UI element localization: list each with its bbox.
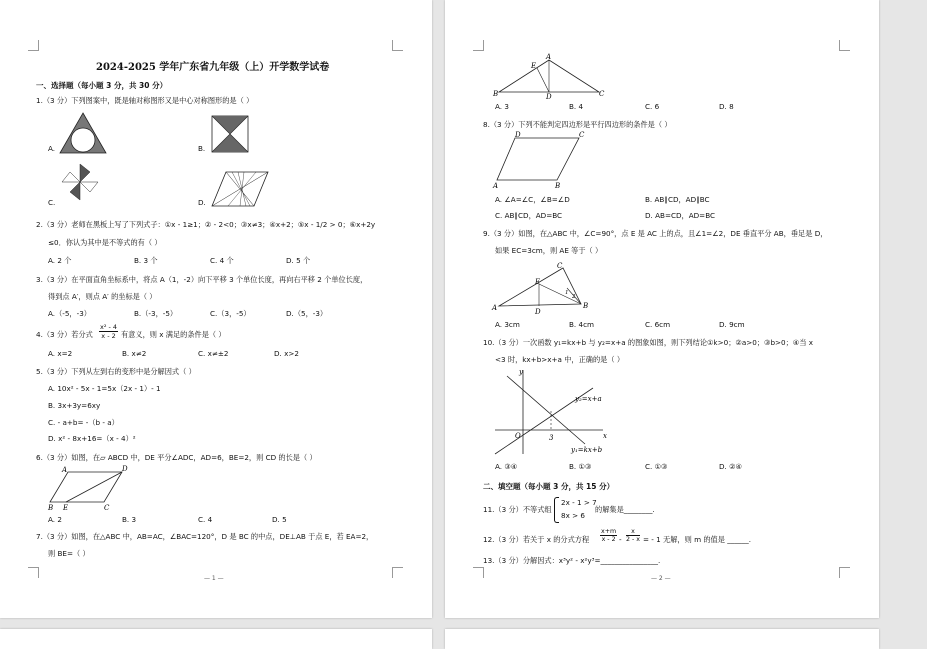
question-12-stem: 12.（3 分）若关于 x 的分式方程 [483,535,590,544]
q7-option-a: A. 3 [495,102,509,111]
q8-label-a: A [493,182,499,190]
q12-fraction-1-numerator: x+m [601,528,617,535]
question-3-line-1: 3.（3 分）在平面直角坐标系中，将点 A（1，-2）向下平移 3 个单位长度，再向右平移 2 个单位长度， [36,275,368,284]
q9-label-angle-1: 1 [565,290,569,296]
q1-figure-d-parallelogram [212,172,268,206]
question-13-stem: 13.（3 分）分解因式：x³y² - x²y³=________________. [483,556,661,565]
q6-label-e: E [63,504,69,512]
q6-option-a: A. 2 [48,515,62,524]
q7-label-c: C [599,90,605,98]
question-1-stem: 1.（3 分）下列图案中，既是轴对称图形又是中心对称图形的是（ ） [36,96,254,105]
question-11-tail: 的解集是________. [595,505,655,514]
q12-fraction-2 [626,528,640,543]
q7-option-c: C. 6 [645,102,660,111]
q10-label-origin: O [515,432,521,440]
q9-label-a: A [492,304,498,312]
q11-system-line-1: 2x - 1 > 7 [561,498,597,507]
q12-fraction-1 [600,528,617,543]
q6-option-b: B. 3 [122,515,137,524]
q5-option-b: B. 3x+3y=6xy [48,401,101,410]
q6-option-c: C. 4 [198,515,213,524]
crop-mark [839,40,850,51]
q2-option-b: B. 3 个 [134,256,158,265]
q6-option-d: D. 5 [272,515,287,524]
q9-option-c: C. 6cm [645,320,671,329]
q7-label-a: A [546,53,552,61]
q8-label-b: B [555,182,561,190]
q10-label-y: y [519,368,523,376]
q10-option-d: D. ②④ [719,462,742,471]
q6-label-d: D [122,465,128,473]
crop-mark [392,40,403,51]
question-8-stem: 8.（3 分）下列不能判定四边形是平行四边形的条件是（ ） [483,120,672,129]
q9-triangle-figure [492,260,591,316]
q6-label-c: C [104,504,110,512]
q10-label-three: 3 [549,434,554,442]
q11-system-brace [554,497,559,523]
q9-label-c: C [557,262,563,270]
q10-option-a: A. ③④ [495,462,518,471]
q10-label-y2: y₂=x+a [575,395,602,403]
crop-mark [473,40,484,51]
q10-label-y1: y₁=kx+b [571,446,603,454]
q9-option-b: B. 4cm [569,320,595,329]
q7-triangle-figure [493,52,605,101]
q9-option-d: D. 9cm [719,320,745,329]
question-12-tail: = - 1 无解，则 m 的值是 ______. [643,535,752,544]
q7-option-b: B. 4 [569,102,584,111]
q8-label-c: C [579,131,585,139]
question-11-stem: 11.（3 分）不等式组 [483,505,552,514]
q3-option-d: D.（5，-3） [286,309,328,318]
exam-title: 2024-2025 学年广东省九年级（上）开学数学试卷 [96,62,330,73]
q10-label-x: x [603,432,607,440]
question-9-line-1: 9.（3 分）如图，在△ABC 中，∠C=90°，点 E 是 AC 上的点，且∠1=∠2，DE 垂直平分 AB，垂足是 D， [483,229,828,238]
q7-label-e: E [531,62,537,70]
q1-figure-b-square-pattern [212,116,248,152]
question-9-line-2: 如果 EC=3cm，则 AE 等于（ ） [495,246,603,255]
q1-option-a: A. [48,144,56,153]
question-4-tail: 有意义，则 x 满足的条件是（ ） [121,330,226,339]
q9-option-a: A. 3cm [495,320,520,329]
q7-option-d: D. 8 [719,102,734,111]
q8-parallelogram-figure [493,132,585,190]
crop-mark [28,567,39,578]
q3-option-c: C.（3，-5） [210,309,251,318]
crop-mark [392,567,403,578]
q2-option-d: D. 5 个 [286,256,311,265]
crop-mark [839,567,850,578]
q9-label-angle-2: 2 [572,294,576,300]
q11-system-line-2: 8x > 6 [561,511,585,520]
q12-fraction-2-denominator: 2 - x [626,536,641,543]
q10-function-graph [493,368,613,456]
q4-fraction-denominator: x - 2 [101,332,116,340]
q10-option-b: B. ①③ [569,462,592,471]
q2-option-c: C. 4 个 [210,256,234,265]
q4-option-d: D. x>2 [274,349,299,358]
q3-option-b: B.（-3，-5） [134,309,178,318]
q3-option-a: A.（-5，-3） [48,309,91,318]
q8-label-d: D [515,131,521,139]
q1-option-d: D. [198,198,206,207]
q5-option-d: D. x² - 8x+16=（x - 4）² [48,434,136,443]
q12-fraction-2-numerator: x [626,528,640,536]
q9-label-b: B [583,302,589,310]
q8-option-c: C. AB∥CD，AD=BC [495,211,563,220]
page-2-footer: — 2 — [651,575,671,582]
question-5-stem: 5.（3 分）下列从左到右的变形中是分解因式（ ） [36,367,196,376]
q8-option-b: B. AB∥CD，AD∥BC [645,195,710,204]
document-page-4-edge [445,629,879,649]
q1-option-c: C. [48,198,56,207]
q4-fraction [99,323,118,340]
q9-label-d: D [535,308,541,316]
q7-label-b: B [493,90,499,98]
q1-figure-c-pinwheel [60,162,100,202]
q8-option-a: A. ∠A=∠C，∠B=∠D [495,195,570,204]
q12-minus: - [619,535,622,544]
q10-option-c: C. ①③ [645,462,668,471]
q7-label-d: D [546,93,552,101]
question-6-stem: 6.（3 分）如图，在▱ ABCD 中，DE 平分∠ADC，AD=6，BE=2，则 CD 的长是（ ） [36,453,317,462]
question-10-line-1: 10.（3 分）一次函数 y₁=kx+b 与 y₂=x+a 的图象如图，则下列结论①k>0；②a>0；③b>0；④当 x [483,338,813,347]
question-4-stem: 4.（3 分）若分式 [36,330,93,339]
q6-label-a: A [62,466,68,474]
question-10-line-2: <3 时，kx+b>x+a 中，正确的是（ ） [495,355,625,364]
q1-figure-a-triangle-circle [60,113,106,155]
document-page-2 [445,0,879,618]
q9-label-e: E [535,278,541,286]
crop-mark [28,40,39,51]
q1-option-b: B. [198,144,206,153]
question-2-line-2: ≤0．你认为其中是不等式的有（ ） [48,238,162,247]
q4-option-a: A. x=2 [48,349,73,358]
crop-mark [473,567,484,578]
question-2-line-1: 2.（3 分）老师在黑板上写了下列式子：①x - 1≥1；② - 2<0；③x≠3；④x+2；⑤x - 1/2 > 0；⑥x+2y [36,220,376,229]
page-1-footer: — 1 — [204,575,224,582]
question-7-line-1: 7.（3 分）如图，在△ABC 中，AB=AC，∠BAC=120°，D 是 BC 的中点，DE⊥AB 于点 E，若 EA=2， [36,532,374,541]
question-7-line-2: 则 BE=（ ） [48,549,90,558]
q5-option-a: A. 10x² - 5x - 1=5x（2x - 1）- 1 [48,384,161,393]
document-page-3-edge [0,629,432,649]
q5-option-c: C. - a+b= -（b - a） [48,418,119,427]
q4-option-b: B. x≠2 [122,349,147,358]
q8-option-d: D. AB=CD，AD=BC [645,211,716,220]
q6-label-b: B [48,504,54,512]
q12-fraction-1-denominator: x - 2 [601,536,616,543]
document-page-1 [0,0,432,618]
section-heading-choice: 一、选择题（每小题 3 分，共 30 分） [36,81,168,90]
q4-fraction-numerator: x² - 4 [100,323,118,331]
q4-option-c: C. x≠±2 [198,349,229,358]
q2-option-a: A. 2 个 [48,256,72,265]
q6-parallelogram-figure [46,465,128,512]
section-heading-fill-in: 二、填空题（每小题 3 分，共 15 分） [483,482,615,491]
question-3-line-2: 得到点 A′，则点 A′ 的坐标是（ ） [48,292,157,301]
